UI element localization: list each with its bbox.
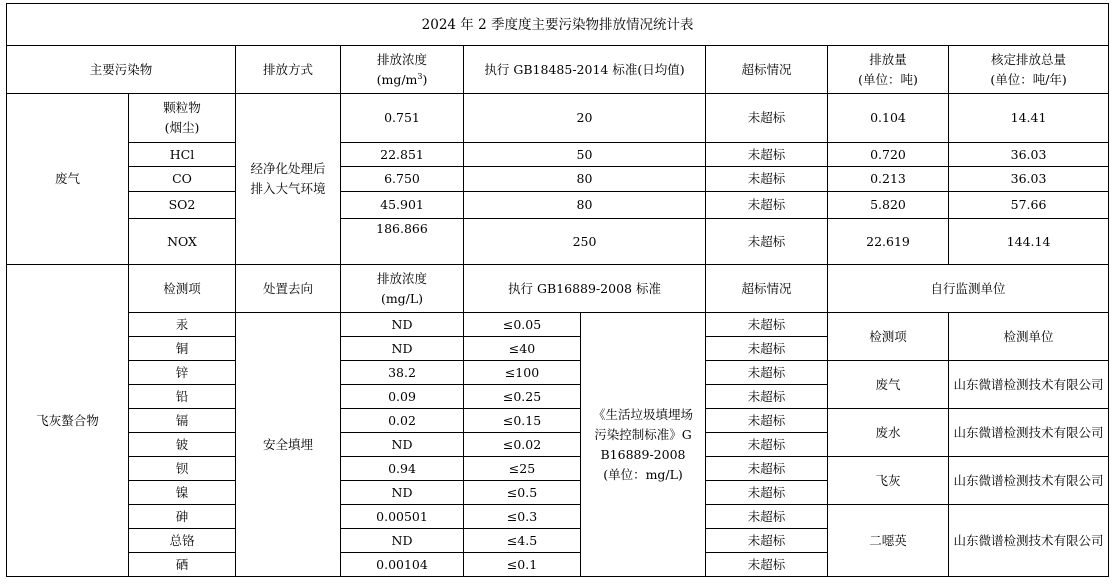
ash-conc: 0.02 xyxy=(341,409,464,433)
ash-limit: ≤0.15 xyxy=(464,409,581,433)
gas-limit: 80 xyxy=(464,192,706,219)
gas-pollutant-name: SO2 xyxy=(129,192,236,219)
monitor-header-unit: 检测单位 xyxy=(949,313,1109,361)
gas-total: 144.14 xyxy=(949,219,1109,265)
ash-exceed: 未超标 xyxy=(706,505,828,529)
ash-limit: ≤4.5 xyxy=(464,529,581,553)
ash-limit: ≤40 xyxy=(464,337,581,361)
gas-total: 36.03 xyxy=(949,167,1109,192)
gas-total: 14.41 xyxy=(949,94,1109,143)
ash-limit: ≤0.5 xyxy=(464,481,581,505)
gas-exceed: 未超标 xyxy=(706,143,828,167)
monitor-unit: 山东微谱检测技术有限公司 xyxy=(949,505,1109,577)
ash-item: 汞 xyxy=(129,313,236,337)
gas-total: 36.03 xyxy=(949,143,1109,167)
ash-item: 总铬 xyxy=(129,529,236,553)
ash-header-standard: 执行 GB16889-2008 标准 xyxy=(464,265,706,313)
gas-conc: 6.750 xyxy=(341,167,464,192)
ash-conc: 0.09 xyxy=(341,385,464,409)
monitor-unit: 山东微谱检测技术有限公司 xyxy=(949,409,1109,457)
ash-item: 钡 xyxy=(129,457,236,481)
monitor-header-item: 检测项 xyxy=(828,313,949,361)
header-total: 核定排放总量 (单位：吨/年) xyxy=(949,46,1109,94)
gas-amount: 0.213 xyxy=(828,167,949,192)
monitor-unit: 山东微谱检测技术有限公司 xyxy=(949,361,1109,409)
ash-item: 镍 xyxy=(129,481,236,505)
monitor-item: 飞灰 xyxy=(828,457,949,505)
header-amount: 排放量 (单位：吨) xyxy=(828,46,949,94)
gas-conc: 22.851 xyxy=(341,143,464,167)
ash-item: 铍 xyxy=(129,433,236,457)
gas-pollutant-name: NOX xyxy=(129,219,236,265)
gas-pollutant-name: CO xyxy=(129,167,236,192)
ash-item: 锌 xyxy=(129,361,236,385)
monitor-unit: 山东微谱检测技术有限公司 xyxy=(949,457,1109,505)
gas-category: 废气 xyxy=(7,94,129,265)
ash-exceed: 未超标 xyxy=(706,553,828,577)
ash-conc: ND xyxy=(341,313,464,337)
monitor-item: 二噁英 xyxy=(828,505,949,577)
gas-conc: 45.901 xyxy=(341,192,464,219)
gas-exceed: 未超标 xyxy=(706,192,828,219)
ash-header-disposal: 处置去向 xyxy=(236,265,341,313)
ash-limit: ≤0.25 xyxy=(464,385,581,409)
ash-header-concentration: 排放浓度 (mg/L) xyxy=(341,265,464,313)
ash-conc: ND xyxy=(341,337,464,361)
ash-limit: ≤100 xyxy=(464,361,581,385)
gas-method: 经净化处理后排入大气环境 xyxy=(236,94,341,265)
table-title: 2024 年 2 季度度主要污染物排放情况统计表 xyxy=(7,4,1109,46)
gas-total: 57.66 xyxy=(949,192,1109,219)
ash-conc: ND xyxy=(341,433,464,457)
ash-conc: 0.00104 xyxy=(341,553,464,577)
ash-header-exceed: 超标情况 xyxy=(706,265,828,313)
ash-exceed: 未超标 xyxy=(706,481,828,505)
ash-item: 铅 xyxy=(129,385,236,409)
ash-conc: 0.94 xyxy=(341,457,464,481)
gas-amount: 0.104 xyxy=(828,94,949,143)
header-pollutant: 主要污染物 xyxy=(7,46,236,94)
ash-disposal: 安全填埋 xyxy=(236,313,341,577)
ash-exceed: 未超标 xyxy=(706,409,828,433)
ash-item: 铜 xyxy=(129,337,236,361)
gas-amount: 5.820 xyxy=(828,192,949,219)
monitor-item: 废水 xyxy=(828,409,949,457)
header-concentration: 排放浓度 $(mg/m^3)$ xyxy=(341,46,464,94)
ash-limit: ≤0.05 xyxy=(464,313,581,337)
header-exceed: 超标情况 xyxy=(706,46,828,94)
gas-amount: 0.720 xyxy=(828,143,949,167)
ash-exceed: 未超标 xyxy=(706,529,828,553)
gas-limit: 50 xyxy=(464,143,706,167)
header-method: 排放方式 xyxy=(236,46,341,94)
ash-category: 飞灰螯合物 xyxy=(7,265,129,577)
ash-conc: ND xyxy=(341,481,464,505)
header-standard: 执行 GB18485-2014 标准(日均值) xyxy=(464,46,706,94)
gas-amount: 22.619 xyxy=(828,219,949,265)
ash-item: 硒 xyxy=(129,553,236,577)
gas-exceed: 未超标 xyxy=(706,219,828,265)
ash-conc: 0.00501 xyxy=(341,505,464,529)
monitor-item: 废气 xyxy=(828,361,949,409)
ash-item: 镉 xyxy=(129,409,236,433)
gas-pollutant-name: HCl xyxy=(129,143,236,167)
ash-header-monitor: 自行监测单位 xyxy=(828,265,1109,313)
gas-pollutant-name: 颗粒物 (烟尘) xyxy=(129,94,236,143)
gas-limit: 20 xyxy=(464,94,706,143)
ash-exceed: 未超标 xyxy=(706,313,828,337)
ash-conc: ND xyxy=(341,529,464,553)
gas-conc: 0.751 xyxy=(341,94,464,143)
ash-header-item: 检测项 xyxy=(129,265,236,313)
ash-limit: ≤0.3 xyxy=(464,505,581,529)
ash-item: 砷 xyxy=(129,505,236,529)
ash-exceed: 未超标 xyxy=(706,457,828,481)
gas-exceed: 未超标 xyxy=(706,167,828,192)
gas-exceed: 未超标 xyxy=(706,94,828,143)
gas-conc: 186.866 xyxy=(341,219,464,265)
ash-conc: 38.2 xyxy=(341,361,464,385)
gas-limit: 80 xyxy=(464,167,706,192)
gas-limit: 250 xyxy=(464,219,706,265)
ash-exceed: 未超标 xyxy=(706,433,828,457)
ash-limit: ≤25 xyxy=(464,457,581,481)
ash-exceed: 未超标 xyxy=(706,361,828,385)
ash-exceed: 未超标 xyxy=(706,337,828,361)
ash-limit: ≤0.02 xyxy=(464,433,581,457)
ash-exceed: 未超标 xyxy=(706,385,828,409)
ash-standard-note: 《生活垃圾填埋场污染控制标准》GB16889-2008(单位：mg/L) xyxy=(581,313,706,577)
ash-limit: ≤0.1 xyxy=(464,553,581,577)
emission-statistics-table xyxy=(6,3,1109,577)
